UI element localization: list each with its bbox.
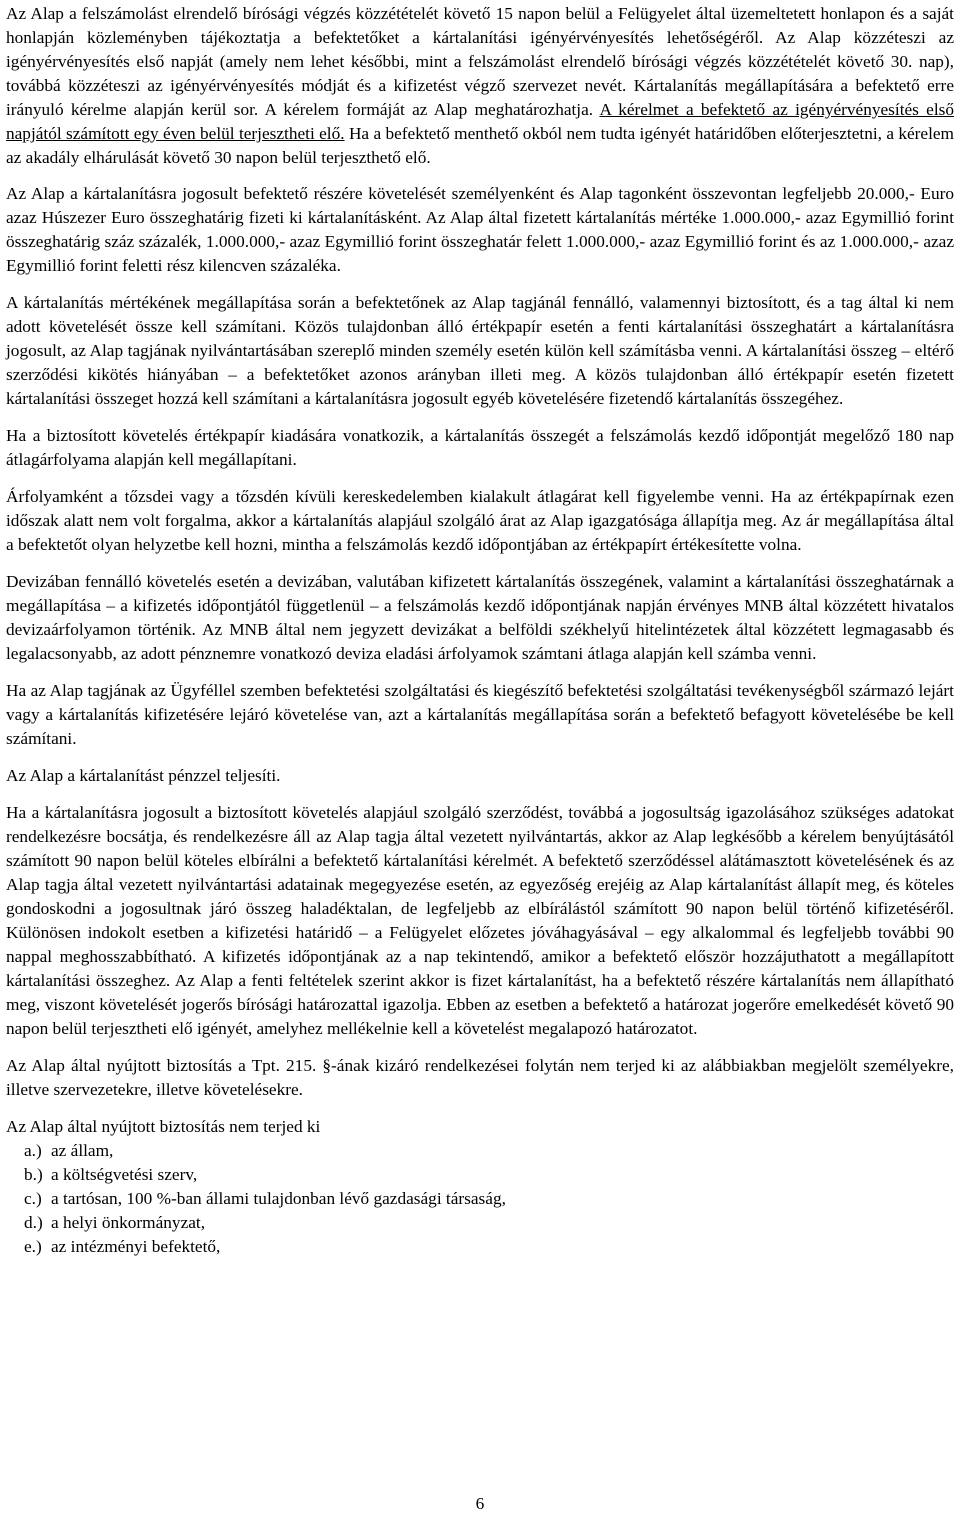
underlined-deadline-text: A kérelmet a befektető az igényérvényesítés első napjától számított egy éven belül terjesztheti elő. <box>6 100 954 143</box>
page-number: 6 <box>475 1494 485 1513</box>
list-marker: b.) <box>24 1165 43 1184</box>
list-item <box>24 1235 954 1259</box>
document-page <box>6 2 954 1259</box>
paragraph-exchange-rate: Árfolyamként a tőzsdei vagy a tőzsdén kívüli kereskedelemben kialakult átlagárat kell figyelembe venni. Ha az értékpapírnak ezen időszak alatt nem volt forgalma, akkor a kártalanítás alapjául szolgáló árat az Alap igazgatósága állapítja meg. Az ár megállapítása által a befektetőt olyan helyzetbe kell hozni, mintha a felszámolás kezdő időpontjában az értékpapírt értékesítette volna. <box>6 487 954 554</box>
list-marker: d.) <box>24 1213 43 1232</box>
paragraph-compensation-limit: Az Alap a kártalanításra jogosult befektető részére követelését személyenként és Alap tagonként összevontan legfeljebb 20.000,- Euro azaz Húszezer Euro összeghatárig fizeti ki kártalanításként. Az Alap által fizetett kártalanítás mértéke 1.000.000,- azaz Egymillió forint összeghatárig száz százalék, 1.000.000,- azaz Egymillió forint összeghatár felett 1.000.000,- azaz Egymillió forint és az 1.000.000,- azaz Egymillió forint feletti rész kilencven százaléka. <box>6 184 954 275</box>
list-item <box>24 1163 954 1187</box>
exclusions-list <box>6 1139 954 1259</box>
list-item-text: az intézményi befektető, <box>51 1237 221 1256</box>
paragraph-offset: Ha az Alap tagjának az Ügyféllel szemben befektetési szolgáltatási és kiegészítő befektetési szolgáltatási tevékenységből származó lejárt vagy a kártalanítás kifizetésére lejáró követelése van, azt a kártalanítás megállapítása során a befektető befagyott követelésébe be kell számítani. <box>6 681 954 748</box>
list-item <box>24 1187 954 1211</box>
list-marker: a.) <box>24 1141 42 1160</box>
list-item-text: a költségvetési szerv, <box>51 1165 198 1184</box>
paragraph-text: Ha a befektető menthető okból nem tudta igényét határidőben előterjesztetni, a kérelem az akadály elhárulását követő 30 napon belül terjeszthető elő. <box>6 124 955 167</box>
paragraph-claim-procedure <box>6 2 954 170</box>
list-item <box>24 1211 954 1235</box>
paragraph-exclusions-intro: Az Alap által nyújtott biztosítás a Tpt. 215. §-ának kizáró rendelkezései folytán nem terjed ki az alábbiakban megjelölt személyekre, illetve szervezetekre, illetve követelésekre. <box>6 1056 954 1099</box>
list-item-text: a tartósan, 100 %-ban állami tulajdonban lévő gazdasági társaság, <box>51 1189 506 1208</box>
paragraph-foreign-currency: Devizában fennálló követelés esetén a devizában, valutában kifizetett kártalanítás összegének, valamint a kártalanítási összeghatárnak a megállapítása – a kifizetés időpontjától függetlenül – a felszámolás kezdő időpontjának napján érvényes MNB által közzétett hivatalos devizaárfolyamon történik. Az MNB által nem jegyzett devizákat a belföldi székhelyű hitelintézetek által közzétett legmagasabb és legalacsonyabb, az adott pénznemre vonatkozó deviza eladási árfolyamok számtani átlaga alapján kell számba venni. <box>6 572 954 663</box>
paragraph-securities-valuation: Ha a biztosított követelés értékpapír kiadására vonatkozik, a kártalanítás összegét a felszámolás kezdő időpontját megelőző 180 nap átlagárfolyama alapján kell megállapítani. <box>6 426 954 469</box>
paragraph-payment-in-money: Az Alap a kártalanítást pénzzel teljesíti. <box>6 766 281 785</box>
list-item-text: a helyi önkormányzat, <box>51 1213 206 1232</box>
list-item-text: az állam, <box>51 1141 114 1160</box>
paragraph-payment-deadline: Ha a kártalanításra jogosult a biztosított követelés alapjául szolgáló szerződést, továbbá a jogosultság igazolásához szükséges adatokat rendelkezésre bocsátja, és rendelkezésre áll az Alap tagja által vezetett nyilvántartás, akkor az Alap legkésőbb a kérelem benyújtásától számított 90 napon belül köteles elbírálni a befektető kártalanítási kérelmét. A befektető szerződéssel alátámasztott követelésének és az Alap tagja által vezetett nyilvántartási adatainak megegyezése esetén, az egyezőség erejéig az Alap kártalanítást állapít meg, és köteles gondoskodni a jogosultnak járó összeg haladéktalan, de legfeljebb az elbírálástól számított 90 napon belül történő kifizetéséről. Különösen indokolt esetben a kifizetési határidő – a Felügyelet előzetes jóváhagyásával – egy alkalommal és legfeljebb további 90 nappal meghosszabbítható. A kifizetés időpontjának az a nap tekintendő, amikor a befektető először hozzájuthatott a megállapított kártalanítási összeghez. Az Alap a fenti feltételek szerint akkor is fizet kártalanítást, ha a befektető részére kártalanítás nem állapítható meg, viszont követelését jogerős bírósági határozattal igazolja. Ebben az esetben a befektető a határozat jogerőre emelkedését követő 90 napon belül terjesztheti elő igényét, amelyhez mellékelnie kell a követelést megalapozó határozatot. <box>6 803 954 1038</box>
paragraph-compensation-calculation: A kártalanítás mértékének megállapítása során a befektetőnek az Alap tagjánál fennálló, valamennyi biztosított, és a tag által ki nem adott követelését össze kell számítani. Közös tulajdonban álló értékpapír esetén a fenti kártalanítási összeghatárt a kártalanításra jogosult, az Alap tagjának nyilvántartásában szereplő minden személy esetén külön kell számításba venni. A kártalanítási összeg – eltérő szerződési kikötés hiányában – a befektetőket azonos arányban illeti meg. A közös tulajdonban álló értékpapír esetén fizetett kártalanítási összeget hozzá kell számítani a kártalanításra jogosult egyéb követelésére fizetendő kártalanítás összegéhez. <box>6 293 954 408</box>
list-item <box>24 1139 954 1163</box>
exclusions-list-title: Az Alap által nyújtott biztosítás nem terjed ki <box>6 1117 321 1136</box>
paragraph-text: Az Alap a felszámolást elrendelő bírósági végzés közzétételét követő 15 napon belül a Felügyelet által üzemeltetett honlapon és a saját honlapján közleményben tájékoztatja a befektetőket a kártalanítási igényérvényesítés lehetőségéről. Az Alap közzéteszi az igényérvényesítés első napját (amely nem lehet későbbi, mint a felszámolást elrendelő bírósági végzés közzétételét követő 30. nap), továbbá közzéteszi az igényérvényesítés módját és a kifizetést végző szervezet nevét. Kártalanítás megállapítására a befektető erre irányuló kérelme alapján kerül sor. A kérelem formáját az Alap meghatározhatja. <box>6 4 954 119</box>
list-marker: e.) <box>24 1237 42 1256</box>
list-marker: c.) <box>24 1189 42 1208</box>
